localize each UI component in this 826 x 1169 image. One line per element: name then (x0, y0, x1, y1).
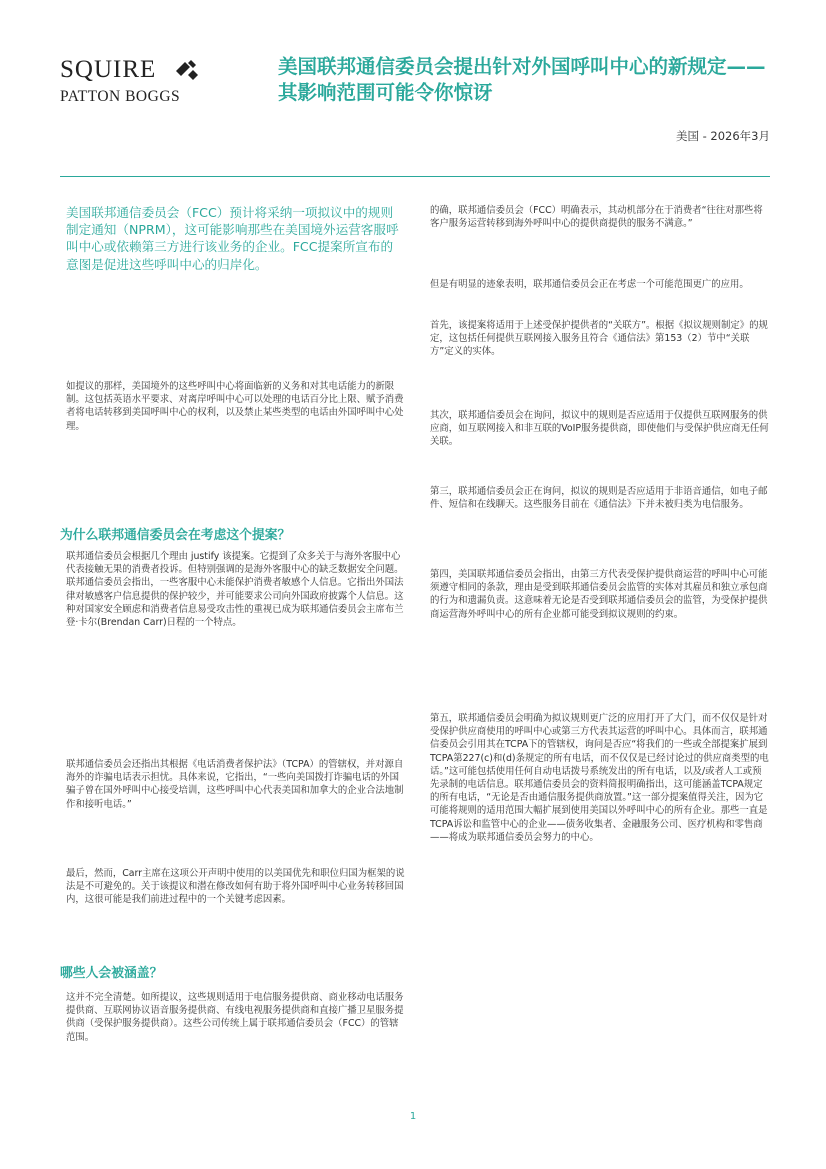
right-paragraph-7 (430, 712, 770, 844)
lead-paragraph: 美国联邦通信委员会（FCC）预计将采纳一项拟议中的规则制定通知（NPRM），这可能影响那些在美国境外运营客服呼叫中心或依赖第三方进行该业务的企业。FCC提案所宣布的意图是促进这些呼叫中心的归岸化。 (66, 205, 399, 272)
heading-who-covered: 哪些人会被涵盖？ (60, 966, 163, 981)
right-paragraph-4 (430, 409, 770, 449)
logo-wordmark-patton-boggs: PATTON BOGGS (60, 88, 181, 105)
right-paragraph-6 (430, 568, 770, 621)
right-paragraph-2 (430, 278, 770, 291)
covered-paragraph (66, 991, 406, 1044)
intro-paragraph (66, 380, 406, 433)
why-text: 联邦通信委员会根据几个理由 justify 该提案。它提到了众多关于与海外客服中心代表接触无果的消费者投诉。但特别强调的是海外客服中心的缺乏数据安全问题。联邦通信委员会指出，一些客服中心未能保护消费者敏感个人信息。它指出外国法律对敏感客户信息提供的保护较少，并可能要求公司向外国政府披露个人信息。这种对国家安全顾虑和消费者信息易受攻击性的重视已成为联邦通信委员会主席布兰登·卡尔(Brendan Carr)日程的一个特点。 (66, 551, 404, 629)
right-paragraph-1 (430, 204, 770, 230)
right-paragraph-5 (430, 485, 770, 511)
right-text-6: 第四，美国联邦通信委员会指出，由第三方代表受保护提供商运营的呼叫中心可能须遵守相同的条款，理由是受到联邦通信委员会监管的实体对其雇员和独立承包商的行为和遗漏负责。这意味着无论是否受到联邦通信委员会的监管，为受保护提供商运营海外呼叫中心的所有企业都可能受到拟议规则的约束。 (430, 569, 768, 620)
carr-paragraph (66, 867, 406, 907)
logo-wordmark-squire: SQUIRE (60, 56, 157, 83)
right-text-1: 的确，联邦通信委员会（FCC）明确表示，其动机部分在于消费者“往往对那些将客户服务运营转移到海外呼叫中心的提供商提供的服务不满意。” (430, 205, 763, 230)
page-title: 美国联邦通信委员会提出针对外国呼叫中心的新规定——其影响范围可能令你惊讶 (278, 55, 766, 104)
intro-text: 如提议的那样，美国境外的这些呼叫中心将面临新的义务和对其电话能力的新限制。这包括英语水平要求、对离岸呼叫中心可以处理的电话百分比上限、赋予消费者将电话转移到美国呼叫中心的权利，以及禁止某些类型的电话由外国呼叫中心处理。 (66, 381, 404, 432)
tcpa-text: 联邦通信委员会还指出其根据《电话消费者保护法》（TCPA）的管辖权，并对源自海外的诈骗电话表示担忧。具体来说，它指出，“一些向美国拨打诈骗电话的外国骗子曾在国外呼叫中心接受培训，这些呼叫中心代表美国和加拿大的企业合法地制作和接听电话。” (66, 759, 404, 810)
carr-text: 最后，然而，Carr主席在这项公开声明中使用的以美国优先和职位归国为框架的说法是不可避免的。关于该提议和潜在修改如何有助于将外国呼叫中心业务转移回国内，这很可能是我们前进过程中的一个关键考虑因素。 (66, 868, 405, 906)
right-text-3: 首先，该提案将适用于上述受保护提供者的“关联方”。根据《拟议规则制定》的规定，这包括任何提供互联网接入服务且符合《通信法》第153（2）节中“关联方”定义的实体。 (430, 320, 768, 358)
dateline: 美国 - 2026年3月 (675, 129, 770, 143)
heading-why: 为什么联邦通信委员会在考虑这个提案？ (60, 528, 291, 543)
covered-text: 这并不完全清楚。如所提议，这些规则适用于电信服务提供商、商业移动电话服务提供商、互联网协议语音服务提供商、有线电视服务提供商和直接广播卫星服务提供商（受保护服务提供商）。这些公司传统上属于联邦通信委员会（FCC）的管辖范围。 (66, 992, 404, 1043)
logo-mark-icon (174, 60, 200, 82)
tcpa-paragraph (66, 758, 406, 811)
page-number: 1 (409, 1111, 417, 1122)
header-divider (60, 176, 770, 177)
right-paragraph-3 (430, 319, 770, 359)
why-paragraph (66, 550, 406, 629)
right-text-5: 第三，联邦通信委员会正在询问，拟议的规则是否应适用于非语音通信，如电子邮件、短信和在线聊天。这些服务目前在《通信法》下并未被归类为电信服务。 (430, 486, 768, 511)
right-text-7: 第五，联邦通信委员会明确为拟议规则更广泛的应用打开了大门，而不仅仅是针对受保护供应商使用的呼叫中心或第三方代表其运营的呼叫中心。具体而言，联邦通信委员会引用其在TCPA下的管辖权，询问是否应“将我们的一些或全部提案扩展到TCPA第227(c)和(d)条规定的所有电话，而不仅仅是已经讨论过的供应商类型的电话。”这可能包括使用任何自动电话拨号系统发出的所有电话，以及/或者人工或预先录制的电话信息。联邦通信委员会的资料简报明确指出，这可能涵盖TCPA规定的所有电话，“无论是否由通信服务提供商放置。”这一部分提案值得关注，因为它可能将规则的适用范围大幅扩展到使用美国以外呼叫中心的所有企业。那些一直是TCPA诉讼和监管中心的企业——债务收集者、金融服务公司、医疗机构和零售商——将成为联邦通信委员会努力的中心。 (430, 713, 769, 843)
logo (60, 56, 220, 116)
right-text-2: 但是有明显的迹象表明，联邦通信委员会正在考虑一个可能范围更广的应用。 (430, 279, 749, 290)
right-text-4: 其次，联邦通信委员会在询问，拟议中的规则是否应适用于仅提供互联网服务的供应商，如互联网接入和非互联的VoIP服务提供商，即使他们与受保护供应商无任何关联。 (430, 410, 769, 448)
